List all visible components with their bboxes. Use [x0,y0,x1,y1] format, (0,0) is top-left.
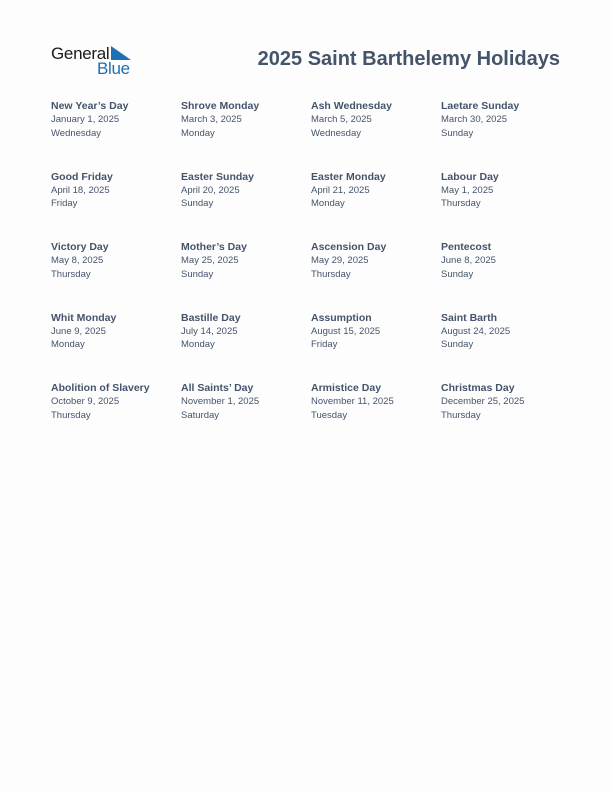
logo-text-general: General [51,44,110,63]
holiday-weekday: Sunday [181,268,214,280]
holiday-entry [181,238,311,309]
holiday-name: Shrove Monday [181,100,260,112]
holiday-entry [311,97,441,168]
holiday-weekday: Monday [311,198,345,209]
holiday-weekday: Monday [181,127,215,139]
holiday-name: Assumption [311,311,372,324]
holiday-date: March 30, 2025 [441,114,508,125]
holiday-weekday: Monday [181,339,215,350]
holiday-weekday: Thursday [441,198,481,209]
holiday-date: March 3, 2025 [181,114,242,125]
holiday-name: Good Friday [51,170,113,183]
holiday-name: Whit Monday [51,311,117,324]
holiday-weekday: Tuesday [311,409,348,421]
holiday-weekday: Friday [51,198,78,209]
holiday-name: Saint Barth [441,311,498,324]
holiday-grid [51,97,571,450]
holiday-weekday: Sunday [441,127,474,139]
holiday-weekday: Thursday [311,268,351,280]
holiday-date: May 8, 2025 [51,255,104,266]
holiday-entry [51,168,181,239]
holiday-name: New Year’s Day [51,100,129,112]
holiday-weekday: Sunday [441,339,474,350]
holiday-date: June 9, 2025 [51,325,106,337]
holiday-entry [441,168,571,239]
holiday-date: October 9, 2025 [51,396,120,407]
holiday-entry [181,309,311,380]
holiday-date: July 14, 2025 [181,325,238,337]
holiday-entry [181,97,311,168]
holiday-weekday: Monday [51,339,85,350]
holiday-name: Laetare Sunday [441,100,520,112]
holiday-name: Pentecost [441,241,492,253]
holiday-date: April 18, 2025 [51,184,110,196]
holiday-weekday: Wednesday [51,127,101,139]
holiday-name: All Saints’ Day [181,382,254,394]
holiday-name: Mother’s Day [181,241,247,253]
holiday-date: May 25, 2025 [181,255,239,266]
holiday-date: January 1, 2025 [51,114,120,125]
holiday-weekday: Friday [311,339,338,350]
holiday-date: August 24, 2025 [441,325,511,337]
holiday-date: April 21, 2025 [311,184,370,196]
holiday-date: November 11, 2025 [311,396,394,407]
holiday-entry [311,238,441,309]
holiday-entry [51,309,181,380]
logo-text-blue: Blue [97,59,130,78]
holiday-entry [441,309,571,380]
holiday-date: April 20, 2025 [181,184,240,196]
holiday-weekday: Saturday [181,409,220,421]
holiday-entry [51,379,181,450]
holiday-name: Victory Day [51,241,109,253]
holiday-name: Labour Day [441,170,499,183]
holiday-date: November 1, 2025 [181,396,260,407]
holiday-entry [311,379,441,450]
page-title: 2025 Saint Barthelemy Holidays [257,48,560,70]
holiday-entry [441,97,571,168]
holiday-entry [181,379,311,450]
holiday-name: Christmas Day [441,382,515,394]
holiday-name: Abolition of Slavery [51,382,150,394]
holiday-weekday: Sunday [441,268,474,280]
holiday-weekday: Thursday [51,409,91,421]
holiday-entry [181,168,311,239]
holiday-date: May 1, 2025 [441,184,494,196]
holiday-name: Easter Monday [311,170,386,183]
holiday-date: June 8, 2025 [441,255,496,266]
holiday-date: August 15, 2025 [311,325,381,337]
holiday-entry [441,379,571,450]
holiday-weekday: Sunday [181,198,214,209]
holiday-date: March 5, 2025 [311,114,372,125]
holiday-name: Ascension Day [311,241,387,253]
holiday-name: Bastille Day [181,311,241,324]
holiday-date: May 29, 2025 [311,255,369,266]
holiday-weekday: Thursday [441,409,481,421]
holiday-weekday: Wednesday [311,127,361,139]
holiday-date: December 25, 2025 [441,396,525,407]
holiday-entry [51,97,181,168]
holiday-name: Armistice Day [311,382,382,394]
holiday-entry [311,168,441,239]
general-blue-logo [51,44,141,78]
holiday-entry [51,238,181,309]
holiday-entry [311,309,441,380]
holiday-weekday: Thursday [51,268,91,280]
holiday-name: Easter Sunday [181,170,254,183]
holiday-name: Ash Wednesday [311,100,392,112]
holiday-entry [441,238,571,309]
